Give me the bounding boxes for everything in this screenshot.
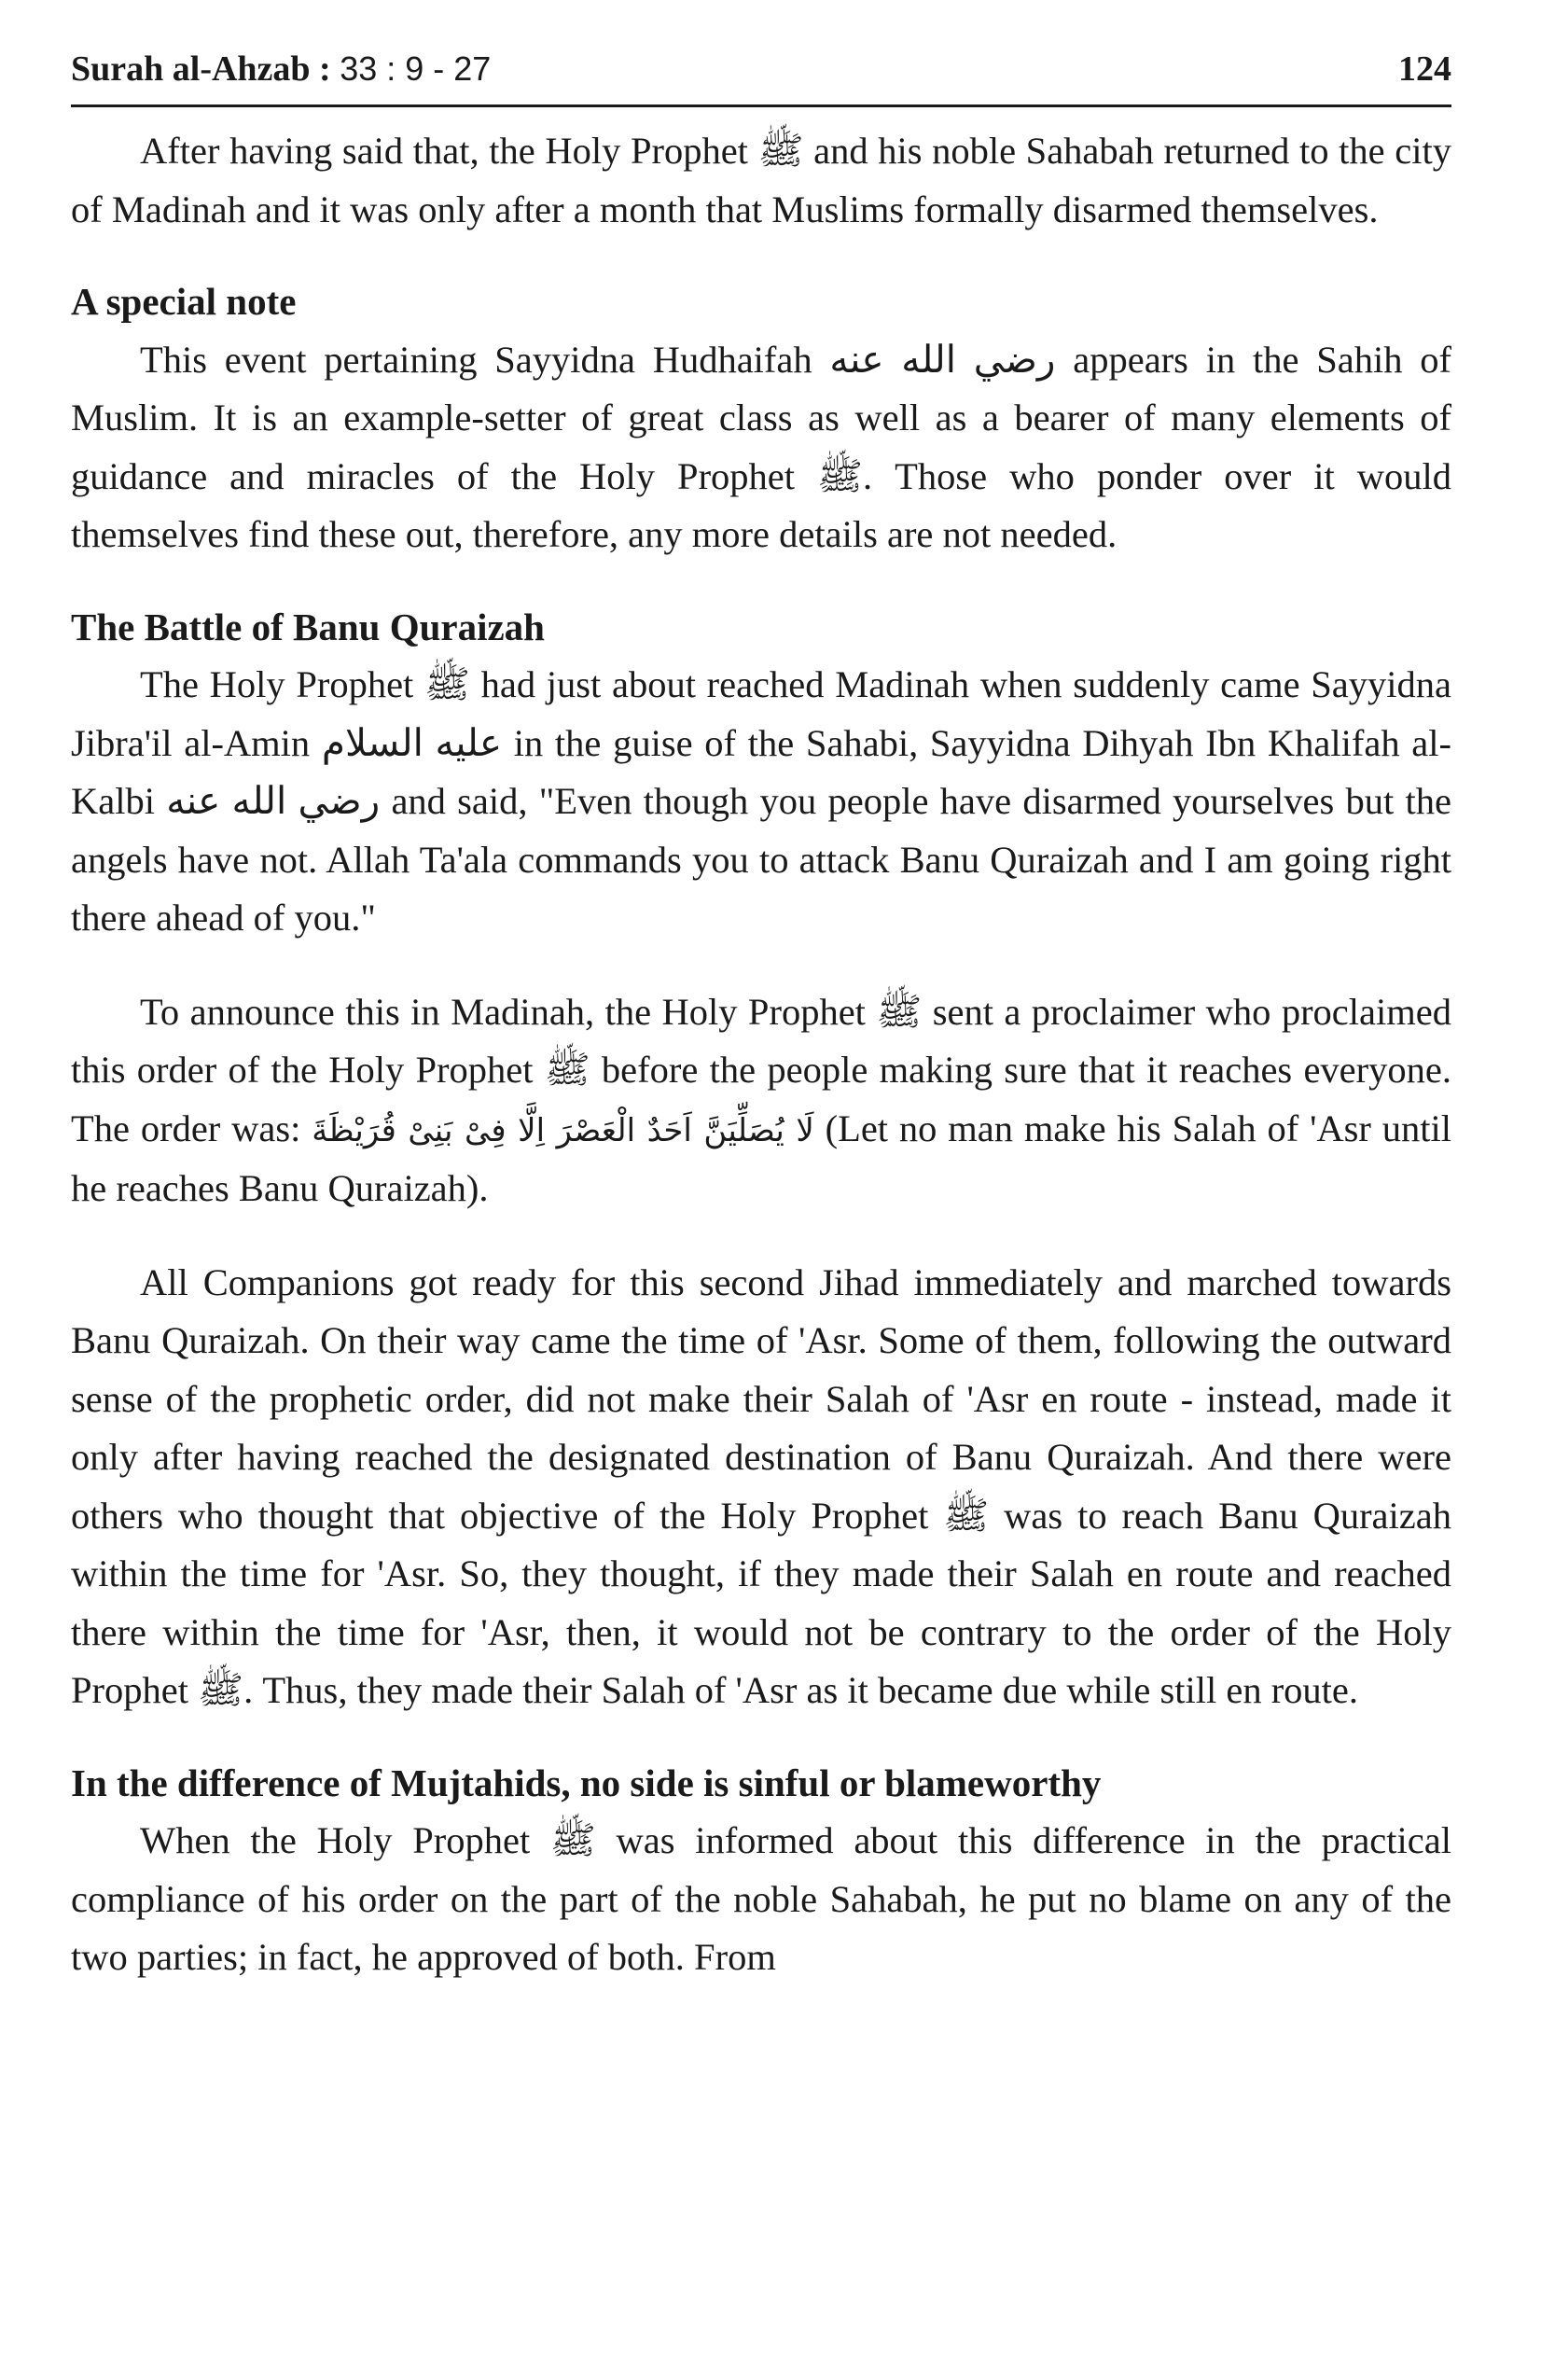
paragraph-return-to-madinah: After having said that, the Holy Prophet ﷺ and his noble Sahabah returned to the city of Madinah and it was only after a month that Muslims formally disarmed themselves. — [71, 130, 1451, 230]
heading-special-note: A special note — [71, 280, 297, 323]
heading-battle-banu-quraizah: The Battle of Banu Quraizah — [71, 605, 545, 648]
verse-reference: 33 : 9 - 27 — [340, 49, 492, 88]
book-page — [71, 49, 1451, 1987]
proclamation-text: To announce this in Madinah, the Holy Prophet ﷺ sent a proclaimer who proclaimed this order of the Holy Prophet ﷺ before the people making sure that it reaches everyone. The order was: — [71, 990, 1451, 1149]
paragraph-prophet-approval: When the Holy Prophet ﷺ was informed about this difference in the practical compliance of his order on the part of the noble Sahabah, he put no blame on any of the two parties; in fact, he approved of both. From — [71, 1819, 1451, 1978]
heading-mujtahids-difference: In the difference of Mujtahids, no side is sinful or blameworthy — [71, 1761, 1102, 1804]
running-header — [71, 49, 1451, 107]
page-body — [71, 122, 1451, 1987]
paragraph-jibrail-arrival: The Holy Prophet ﷺ had just about reached Madinah when suddenly came Sayyidna Jibra'il al-Amin عليه السلام in the guise of the Sahabi, Sayyidna Dihyah Ibn Khalifah al-Kalbi رضي الله عنه and said, "Even though you people have disarmed yourselves but the angels have not. Allah Ta'ala commands you to attack Banu Quraizah and I am going right there ahead of you." — [71, 663, 1451, 939]
paragraph-companions-march: All Companions got ready for this second Jihad immediately and marched towards Banu Quraizah. On their way came the time of 'Asr. Some of them, following the outward sense of the prophetic order, did not make their Salah of 'Asr en route - instead, made it only after having reached the designated destination of Banu Quraizah. And there were others who thought that objective of the Holy Prophet ﷺ was to reach Banu Quraizah within the time for 'Asr. So, they thought, if they made their Salah en route and reached there within the time for 'Asr, then, it would not be contrary to the order of the Holy Prophet ﷺ. Thus, they made their Salah of 'Asr as it became due while still en route. — [71, 1260, 1451, 1711]
page-number: 124 — [1398, 49, 1451, 89]
surah-name: Surah al-Ahzab : — [71, 49, 331, 89]
header-title — [71, 49, 491, 90]
arabic-order-text: لَا يُصَلِّيَنَّ اَحَدٌ الْعَصْرَ اِلَّا فِىْ بَنِىْ قُرَيْظَةَ — [312, 1111, 814, 1149]
paragraph-proclamation — [71, 983, 1451, 1218]
paragraph-hudhaifah-event: This event pertaining Sayyidna Hudhaifah رضي الله عنه appears in the Sahih of Muslim. It is an example-setter of great class as well as a bearer of many elements of guidance and miracles of the Holy Prophet ﷺ. Those who ponder over it would themselves find these out, therefore, any more details are not needed. — [71, 338, 1452, 555]
proclamation-translation: (Let no man make his Salah of 'Asr until he reaches Banu Quraizah). — [71, 1106, 1451, 1209]
